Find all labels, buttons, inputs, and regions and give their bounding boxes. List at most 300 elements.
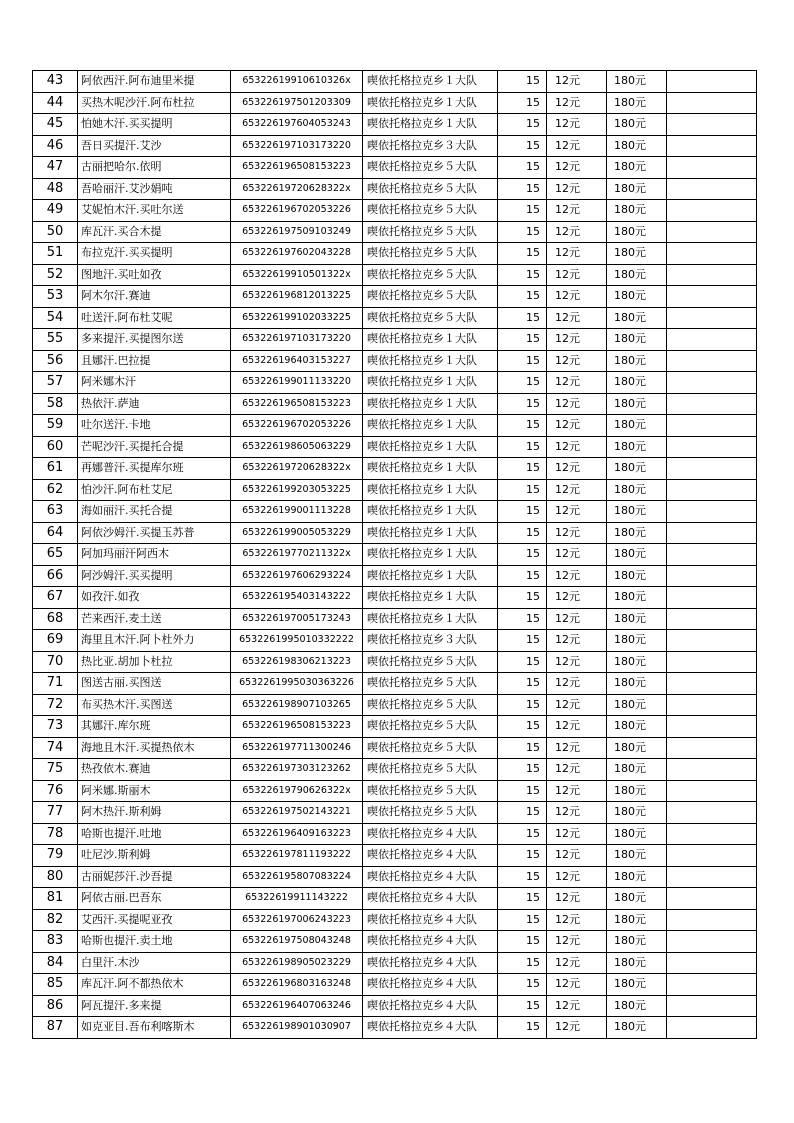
table-row — [33, 845, 757, 867]
id-number-cell: 653226197604053243 — [231, 114, 363, 136]
id-number-cell: 653226197303123262 — [231, 759, 363, 781]
quantity-cell: 15 — [498, 694, 547, 716]
person-name-cell: 海如丽汗.买托合提 — [78, 501, 231, 523]
address-cell: 喫依托格拉克乡１大队 — [363, 372, 498, 394]
remark-cell — [667, 393, 757, 415]
remark-cell — [667, 759, 757, 781]
person-name-cell: 阿依沙姆汗.买提玉苏普 — [78, 522, 231, 544]
unit-price-cell: 12元 — [547, 92, 607, 114]
remark-cell — [667, 565, 757, 587]
remark-cell — [667, 458, 757, 480]
unit-price-cell: 12元 — [547, 888, 607, 910]
person-name-cell: 热比亚.胡加卜杜拉 — [78, 651, 231, 673]
table-row — [33, 716, 757, 738]
unit-price-cell: 12元 — [547, 630, 607, 652]
id-number-cell: 653226197502143221 — [231, 802, 363, 824]
person-name-cell: 吐送汗.阿布杜艾呢 — [78, 307, 231, 329]
remark-cell — [667, 522, 757, 544]
remark-cell — [667, 501, 757, 523]
table-row — [33, 522, 757, 544]
quantity-cell: 15 — [498, 350, 547, 372]
table-row — [33, 264, 757, 286]
row-number-cell: 57 — [33, 372, 78, 394]
row-number-cell: 73 — [33, 716, 78, 738]
id-number-cell: 653226196812013225 — [231, 286, 363, 308]
total-amount-cell: 180元 — [607, 995, 667, 1017]
quantity-cell: 15 — [498, 737, 547, 759]
address-cell: 喫依托格拉克乡５大队 — [363, 221, 498, 243]
total-amount-cell: 180元 — [607, 694, 667, 716]
person-name-cell: 古丽妮莎汗.沙吾提 — [78, 866, 231, 888]
address-cell: 喫依托格拉克乡１大队 — [363, 436, 498, 458]
total-amount-cell: 180元 — [607, 135, 667, 157]
person-name-cell: 阿木尔汗.赛迪 — [78, 286, 231, 308]
table-row — [33, 114, 757, 136]
quantity-cell: 15 — [498, 565, 547, 587]
row-number-cell: 47 — [33, 157, 78, 179]
id-number-cell: 653226199011133220 — [231, 372, 363, 394]
id-number-cell: 653226196407063246 — [231, 995, 363, 1017]
row-number-cell: 62 — [33, 479, 78, 501]
remark-cell — [667, 952, 757, 974]
table-row — [33, 651, 757, 673]
row-number-cell: 72 — [33, 694, 78, 716]
address-cell: 喫依托格拉克乡５大队 — [363, 759, 498, 781]
id-number-cell: 653226197711300246 — [231, 737, 363, 759]
address-cell: 喫依托格拉克乡５大队 — [363, 243, 498, 265]
unit-price-cell: 12元 — [547, 243, 607, 265]
unit-price-cell: 12元 — [547, 415, 607, 437]
row-number-cell: 56 — [33, 350, 78, 372]
unit-price-cell: 12元 — [547, 759, 607, 781]
total-amount-cell: 180元 — [607, 415, 667, 437]
address-cell: 喫依托格拉克乡１大队 — [363, 565, 498, 587]
table-row — [33, 909, 757, 931]
row-number-cell: 49 — [33, 200, 78, 222]
row-number-cell: 55 — [33, 329, 78, 351]
total-amount-cell: 180元 — [607, 888, 667, 910]
quantity-cell: 15 — [498, 952, 547, 974]
quantity-cell: 15 — [498, 501, 547, 523]
unit-price-cell: 12元 — [547, 974, 607, 996]
remark-cell — [667, 436, 757, 458]
table-row — [33, 157, 757, 179]
row-number-cell: 87 — [33, 1017, 78, 1039]
unit-price-cell: 12元 — [547, 286, 607, 308]
person-name-cell: 吐尔送汗.卡地 — [78, 415, 231, 437]
row-number-cell: 83 — [33, 931, 78, 953]
unit-price-cell: 12元 — [547, 200, 607, 222]
person-name-cell: 热依汗.萨迪 — [78, 393, 231, 415]
remark-cell — [667, 71, 757, 93]
address-cell: 喫依托格拉克乡５大队 — [363, 200, 498, 222]
remark-cell — [667, 135, 757, 157]
address-cell: 喫依托格拉克乡５大队 — [363, 178, 498, 200]
remark-cell — [667, 716, 757, 738]
table-row — [33, 479, 757, 501]
quantity-cell: 15 — [498, 802, 547, 824]
id-number-cell: 6532261995030363226 — [231, 673, 363, 695]
address-cell: 喫依托格拉克乡４大队 — [363, 952, 498, 974]
table-row — [33, 243, 757, 265]
remark-cell — [667, 587, 757, 609]
id-number-cell: 653226195403143222 — [231, 587, 363, 609]
quantity-cell: 15 — [498, 415, 547, 437]
total-amount-cell: 180元 — [607, 587, 667, 609]
table-row — [33, 372, 757, 394]
unit-price-cell: 12元 — [547, 436, 607, 458]
id-number-cell: 653226198605063229 — [231, 436, 363, 458]
id-number-cell: 65322619910610326x — [231, 71, 363, 93]
address-cell: 喫依托格拉克乡４大队 — [363, 845, 498, 867]
quantity-cell: 15 — [498, 716, 547, 738]
row-number-cell: 45 — [33, 114, 78, 136]
quantity-cell: 15 — [498, 393, 547, 415]
address-cell: 喫依托格拉克乡１大队 — [363, 393, 498, 415]
total-amount-cell: 180元 — [607, 92, 667, 114]
quantity-cell: 15 — [498, 243, 547, 265]
row-number-cell: 50 — [33, 221, 78, 243]
unit-price-cell: 12元 — [547, 1017, 607, 1039]
unit-price-cell: 12元 — [547, 909, 607, 931]
quantity-cell: 15 — [498, 866, 547, 888]
remark-cell — [667, 974, 757, 996]
address-cell: 喫依托格拉克乡１大队 — [363, 329, 498, 351]
remark-cell — [667, 307, 757, 329]
unit-price-cell: 12元 — [547, 393, 607, 415]
remark-cell — [667, 737, 757, 759]
table-row — [33, 393, 757, 415]
total-amount-cell: 180元 — [607, 780, 667, 802]
person-name-cell: 阿米娜.斯丽木 — [78, 780, 231, 802]
person-name-cell: 古丽把哈尔.依明 — [78, 157, 231, 179]
id-number-cell: 653226197006243223 — [231, 909, 363, 931]
address-cell: 喫依托格拉克乡１大队 — [363, 71, 498, 93]
table-row — [33, 307, 757, 329]
total-amount-cell: 180元 — [607, 716, 667, 738]
id-number-cell: 653226196409163223 — [231, 823, 363, 845]
quantity-cell: 15 — [498, 436, 547, 458]
remark-cell — [667, 866, 757, 888]
row-number-cell: 48 — [33, 178, 78, 200]
table-row — [33, 200, 757, 222]
table-row — [33, 608, 757, 630]
table-row — [33, 135, 757, 157]
address-cell: 喫依托格拉克乡１大队 — [363, 350, 498, 372]
id-number-cell: 653226197103173220 — [231, 329, 363, 351]
unit-price-cell: 12元 — [547, 866, 607, 888]
unit-price-cell: 12元 — [547, 372, 607, 394]
remark-cell — [667, 114, 757, 136]
address-cell: 喫依托格拉克乡１大队 — [363, 501, 498, 523]
address-cell: 喫依托格拉克乡５大队 — [363, 264, 498, 286]
unit-price-cell: 12元 — [547, 780, 607, 802]
remark-cell — [667, 372, 757, 394]
person-name-cell: 如孜汗.如孜 — [78, 587, 231, 609]
person-name-cell: 芒来西汗.麦土送 — [78, 608, 231, 630]
person-name-cell: 怕她木汗.买买提明 — [78, 114, 231, 136]
address-cell: 喫依托格拉克乡１大队 — [363, 587, 498, 609]
person-name-cell: 库瓦汗.阿不都热依木 — [78, 974, 231, 996]
row-number-cell: 59 — [33, 415, 78, 437]
remark-cell — [667, 350, 757, 372]
person-name-cell: 白里汗.木沙 — [78, 952, 231, 974]
unit-price-cell: 12元 — [547, 178, 607, 200]
address-cell: 喫依托格拉克乡５大队 — [363, 694, 498, 716]
address-cell: 喫依托格拉克乡５大队 — [363, 286, 498, 308]
unit-price-cell: 12元 — [547, 845, 607, 867]
quantity-cell: 15 — [498, 909, 547, 931]
total-amount-cell: 180元 — [607, 522, 667, 544]
unit-price-cell: 12元 — [547, 737, 607, 759]
person-name-cell: 阿依西汗.阿布迪里米提 — [78, 71, 231, 93]
address-cell: 喫依托格拉克乡４大队 — [363, 995, 498, 1017]
unit-price-cell: 12元 — [547, 329, 607, 351]
address-cell: 喫依托格拉克乡５大队 — [363, 780, 498, 802]
person-name-cell: 阿加玛丽汗阿西木 — [78, 544, 231, 566]
quantity-cell: 15 — [498, 307, 547, 329]
row-number-cell: 85 — [33, 974, 78, 996]
remark-cell — [667, 909, 757, 931]
total-amount-cell: 180元 — [607, 931, 667, 953]
person-name-cell: 哈斯也提汗.卖土地 — [78, 931, 231, 953]
total-amount-cell: 180元 — [607, 866, 667, 888]
table-row — [33, 71, 757, 93]
unit-price-cell: 12元 — [547, 952, 607, 974]
address-cell: 喫依托格拉克乡５大队 — [363, 307, 498, 329]
address-cell: 喫依托格拉克乡１大队 — [363, 114, 498, 136]
table-row — [33, 544, 757, 566]
table-row — [33, 436, 757, 458]
address-cell: 喫依托格拉克乡４大队 — [363, 974, 498, 996]
table-row — [33, 630, 757, 652]
row-number-cell: 66 — [33, 565, 78, 587]
quantity-cell: 15 — [498, 221, 547, 243]
row-number-cell: 74 — [33, 737, 78, 759]
address-cell: 喫依托格拉克乡５大队 — [363, 651, 498, 673]
unit-price-cell: 12元 — [547, 71, 607, 93]
total-amount-cell: 180元 — [607, 759, 667, 781]
remark-cell — [667, 479, 757, 501]
unit-price-cell: 12元 — [547, 458, 607, 480]
unit-price-cell: 12元 — [547, 501, 607, 523]
row-number-cell: 77 — [33, 802, 78, 824]
id-number-cell: 653226199102033225 — [231, 307, 363, 329]
table-row — [33, 673, 757, 695]
person-name-cell: 艾妮怕木汗.买吐尔送 — [78, 200, 231, 222]
id-number-cell: 653226197602043228 — [231, 243, 363, 265]
table-row — [33, 350, 757, 372]
person-name-cell: 海地且木汗.买提热依木 — [78, 737, 231, 759]
id-number-cell: 653226199203053225 — [231, 479, 363, 501]
row-number-cell: 69 — [33, 630, 78, 652]
row-number-cell: 75 — [33, 759, 78, 781]
remark-cell — [667, 544, 757, 566]
remark-cell — [667, 415, 757, 437]
total-amount-cell: 180元 — [607, 565, 667, 587]
unit-price-cell: 12元 — [547, 135, 607, 157]
remark-cell — [667, 802, 757, 824]
table-row — [33, 501, 757, 523]
total-amount-cell: 180元 — [607, 479, 667, 501]
remark-cell — [667, 178, 757, 200]
quantity-cell: 15 — [498, 135, 547, 157]
unit-price-cell: 12元 — [547, 114, 607, 136]
remark-cell — [667, 823, 757, 845]
id-number-cell: 653226196508153223 — [231, 393, 363, 415]
id-number-cell: 65322619790626322x — [231, 780, 363, 802]
table-body — [33, 71, 757, 1039]
unit-price-cell: 12元 — [547, 931, 607, 953]
id-number-cell: 653226199005053229 — [231, 522, 363, 544]
quantity-cell: 15 — [498, 92, 547, 114]
quantity-cell: 15 — [498, 630, 547, 652]
row-number-cell: 43 — [33, 71, 78, 93]
table-row — [33, 587, 757, 609]
table-row — [33, 888, 757, 910]
remark-cell — [667, 329, 757, 351]
total-amount-cell: 180元 — [607, 221, 667, 243]
id-number-cell: 653226196508153223 — [231, 157, 363, 179]
quantity-cell: 15 — [498, 845, 547, 867]
person-name-cell: 图地汗.买吐如孜 — [78, 264, 231, 286]
person-name-cell: 再娜普汗.买提库尔班 — [78, 458, 231, 480]
table-row — [33, 458, 757, 480]
total-amount-cell: 180元 — [607, 178, 667, 200]
total-amount-cell: 180元 — [607, 544, 667, 566]
total-amount-cell: 180元 — [607, 1017, 667, 1039]
remark-cell — [667, 780, 757, 802]
total-amount-cell: 180元 — [607, 114, 667, 136]
row-number-cell: 63 — [33, 501, 78, 523]
quantity-cell: 15 — [498, 673, 547, 695]
id-number-cell: 653226196803163248 — [231, 974, 363, 996]
table-row — [33, 221, 757, 243]
data-table — [32, 70, 757, 1039]
total-amount-cell: 180元 — [607, 436, 667, 458]
id-number-cell: 653226196702053226 — [231, 415, 363, 437]
quantity-cell: 15 — [498, 157, 547, 179]
quantity-cell: 15 — [498, 1017, 547, 1039]
table-row — [33, 565, 757, 587]
row-number-cell: 53 — [33, 286, 78, 308]
total-amount-cell: 180元 — [607, 372, 667, 394]
total-amount-cell: 180元 — [607, 909, 667, 931]
total-amount-cell: 180元 — [607, 286, 667, 308]
id-number-cell: 65322619910501322x — [231, 264, 363, 286]
quantity-cell: 15 — [498, 71, 547, 93]
unit-price-cell: 12元 — [547, 544, 607, 566]
person-name-cell: 多来提汗.买提图尔送 — [78, 329, 231, 351]
table-row — [33, 759, 757, 781]
quantity-cell: 15 — [498, 200, 547, 222]
id-number-cell: 653226195807083224 — [231, 866, 363, 888]
unit-price-cell: 12元 — [547, 350, 607, 372]
remark-cell — [667, 1017, 757, 1039]
address-cell: 喫依托格拉克乡１大队 — [363, 522, 498, 544]
total-amount-cell: 180元 — [607, 71, 667, 93]
id-number-cell: 65322619911143222 — [231, 888, 363, 910]
remark-cell — [667, 694, 757, 716]
row-number-cell: 82 — [33, 909, 78, 931]
total-amount-cell: 180元 — [607, 350, 667, 372]
person-name-cell: 热孜依木.赛迪 — [78, 759, 231, 781]
person-name-cell: 吐尼沙.斯利姆 — [78, 845, 231, 867]
row-number-cell: 46 — [33, 135, 78, 157]
id-number-cell: 653226197103173220 — [231, 135, 363, 157]
remark-cell — [667, 221, 757, 243]
unit-price-cell: 12元 — [547, 651, 607, 673]
person-name-cell: 海里且木汗.阿卜杜外力 — [78, 630, 231, 652]
table-row — [33, 866, 757, 888]
id-number-cell: 65322619720628322x — [231, 458, 363, 480]
quantity-cell: 15 — [498, 178, 547, 200]
id-number-cell: 653226197811193222 — [231, 845, 363, 867]
row-number-cell: 84 — [33, 952, 78, 974]
id-number-cell: 653226198306213223 — [231, 651, 363, 673]
unit-price-cell: 12元 — [547, 522, 607, 544]
quantity-cell: 15 — [498, 114, 547, 136]
remark-cell — [667, 845, 757, 867]
address-cell: 喫依托格拉克乡１大队 — [363, 92, 498, 114]
address-cell: 喫依托格拉克乡５大队 — [363, 737, 498, 759]
address-cell: 喫依托格拉克乡４大队 — [363, 931, 498, 953]
quantity-cell: 15 — [498, 479, 547, 501]
person-name-cell: 其娜汗.库尔班 — [78, 716, 231, 738]
id-number-cell: 653226197509103249 — [231, 221, 363, 243]
id-number-cell: 6532261995010332222 — [231, 630, 363, 652]
table-row — [33, 92, 757, 114]
total-amount-cell: 180元 — [607, 823, 667, 845]
quantity-cell: 15 — [498, 264, 547, 286]
address-cell: 喫依托格拉克乡４大队 — [363, 823, 498, 845]
row-number-cell: 67 — [33, 587, 78, 609]
remark-cell — [667, 264, 757, 286]
table-row — [33, 329, 757, 351]
id-number-cell: 653226198907103265 — [231, 694, 363, 716]
row-number-cell: 68 — [33, 608, 78, 630]
quantity-cell: 15 — [498, 587, 547, 609]
address-cell: 喫依托格拉克乡５大队 — [363, 716, 498, 738]
address-cell: 喫依托格拉克乡１大队 — [363, 608, 498, 630]
total-amount-cell: 180元 — [607, 264, 667, 286]
row-number-cell: 54 — [33, 307, 78, 329]
address-cell: 喫依托格拉克乡１大队 — [363, 458, 498, 480]
table-row — [33, 694, 757, 716]
quantity-cell: 15 — [498, 372, 547, 394]
row-number-cell: 81 — [33, 888, 78, 910]
total-amount-cell: 180元 — [607, 243, 667, 265]
person-name-cell: 且娜汗.巴拉提 — [78, 350, 231, 372]
unit-price-cell: 12元 — [547, 587, 607, 609]
quantity-cell: 15 — [498, 780, 547, 802]
unit-price-cell: 12元 — [547, 802, 607, 824]
id-number-cell: 65322619770211322x — [231, 544, 363, 566]
person-name-cell: 库瓦汗.买合木提 — [78, 221, 231, 243]
row-number-cell: 70 — [33, 651, 78, 673]
remark-cell — [667, 200, 757, 222]
total-amount-cell: 180元 — [607, 845, 667, 867]
id-number-cell: 653226198905023229 — [231, 952, 363, 974]
row-number-cell: 61 — [33, 458, 78, 480]
person-name-cell: 如克亚目.吾布利喀斯木 — [78, 1017, 231, 1039]
quantity-cell: 15 — [498, 608, 547, 630]
person-name-cell: 阿瓦提汗.多来提 — [78, 995, 231, 1017]
unit-price-cell: 12元 — [547, 221, 607, 243]
table-row — [33, 802, 757, 824]
unit-price-cell: 12元 — [547, 823, 607, 845]
unit-price-cell: 12元 — [547, 479, 607, 501]
